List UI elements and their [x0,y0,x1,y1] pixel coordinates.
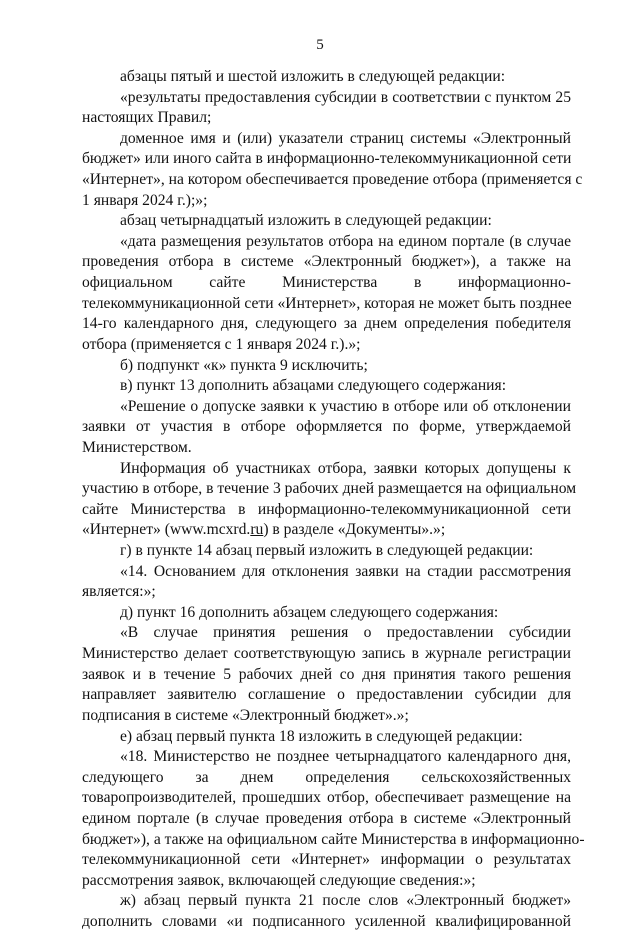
text-line: телекоммуникационной сети «Интернет» информации о результатах [82,851,571,869]
text-line: телекоммуникационной сети «Интернет», которая не может быть позднее [82,294,572,312]
text-line: Министерством. [82,438,192,456]
text-line: 1 января 2024 г.);»; [82,191,208,209]
text-line [82,520,571,541]
text-line: е) абзац первый пункта 18 изложить в следующей редакции: [120,727,523,745]
text-line: «результаты предоставления субсидии в соответствии с пунктом 25 [120,88,571,106]
text-line: отбора (применяется с 1 января 2024 г.).»; [82,335,361,353]
text-line: настоящих Правил; [82,109,212,127]
text-line: «дата размещения результатов отбора на едином портале (в случае [120,232,571,250]
text-line: подписания в системе «Электронный бюджет».»; [82,706,409,724]
text-line: является:»; [82,583,156,601]
text-line: рассмотрения заявок, включающей следующие сведения:»; [82,871,476,889]
text-segment: «Интернет» (www.mcxrd. [82,521,251,539]
page-number: 5 [316,37,324,53]
text-line: г) в пункте 14 абзац первый изложить в следующей редакции: [120,542,534,560]
text-line: заявок и в течение 5 рабочих дней со дня принятия такого решения [82,665,571,683]
document-body [82,67,585,933]
text-line: ж) абзац первый пункта 21 после слов «Электронный бюджет» [120,892,571,910]
text-line: бюджет» или иного сайта в информационно-телекоммуникационной сети [82,150,572,168]
text-segment: ) в разделе «Документы».»; [263,521,446,539]
text-line: дополнить словами «и подписанного усиленной квалифицированной [82,912,571,930]
text-line: абзацы пятый и шестой изложить в следующей редакции: [120,68,506,85]
text-line: д) пункт 16 дополнить абзацем следующего содержания: [120,603,499,621]
text-line: товаропроизводителей, прошедших отбор, обеспечивает размещение на [82,789,571,807]
text-line: участию в отборе, в течение 3 рабочих дней размещается на официальном [82,480,577,498]
text-line: в) пункт 13 дополнить абзацами следующего содержания: [120,377,507,395]
text-line: «Решение о допуске заявки к участию в отборе или об отклонении [120,397,571,415]
text-line: б) подпункт «к» пункта 9 исключить; [120,356,368,374]
text-line: Информация об участниках отбора, заявки которых допущены к [120,459,571,477]
text-line: направляет заявителю соглашение о предоставлении субсидии для [82,686,571,704]
text-line: едином портале (в случае проведения отбора в системе «Электронный [82,809,571,827]
text-line: бюджет»), а также на официальном сайте Министерства в информационно- [82,830,585,848]
text-line: 14-го календарного дня, следующего за днем определения победителя [82,315,571,333]
text-line: сайте Министерства в информационно-телекоммуникационной сети [82,500,571,518]
text-line: «Интернет», на котором обеспечивается проведение отбора (применяется с [82,171,583,189]
text-line: доменное имя и (или) указатели страниц системы «Электронный [120,129,571,147]
text-line: заявки от участия в отборе оформляется по форме, утверждаемой [82,418,571,436]
text-line: Министерство делает соответствующую запись в журнале регистрации [82,645,571,663]
text-line: «14. Основанием для отклонения заявки на стадии рассмотрения [120,562,571,580]
text-line: «18. Министерство не позднее четырнадцатого календарного дня, [120,748,571,766]
text-line: «В случае принятия решения о предоставлении субсидии [120,624,571,642]
text-line: проведения отбора в системе «Электронный бюджет»), а также на [82,253,571,271]
text-line: официальном сайте Министерства в информационно- [82,274,571,292]
url-domain: ru [250,521,264,539]
text-line: абзац четырнадцатый изложить в следующей редакции: [120,212,492,230]
text-line: следующего за днем определения сельскохозяйственных [82,768,571,786]
